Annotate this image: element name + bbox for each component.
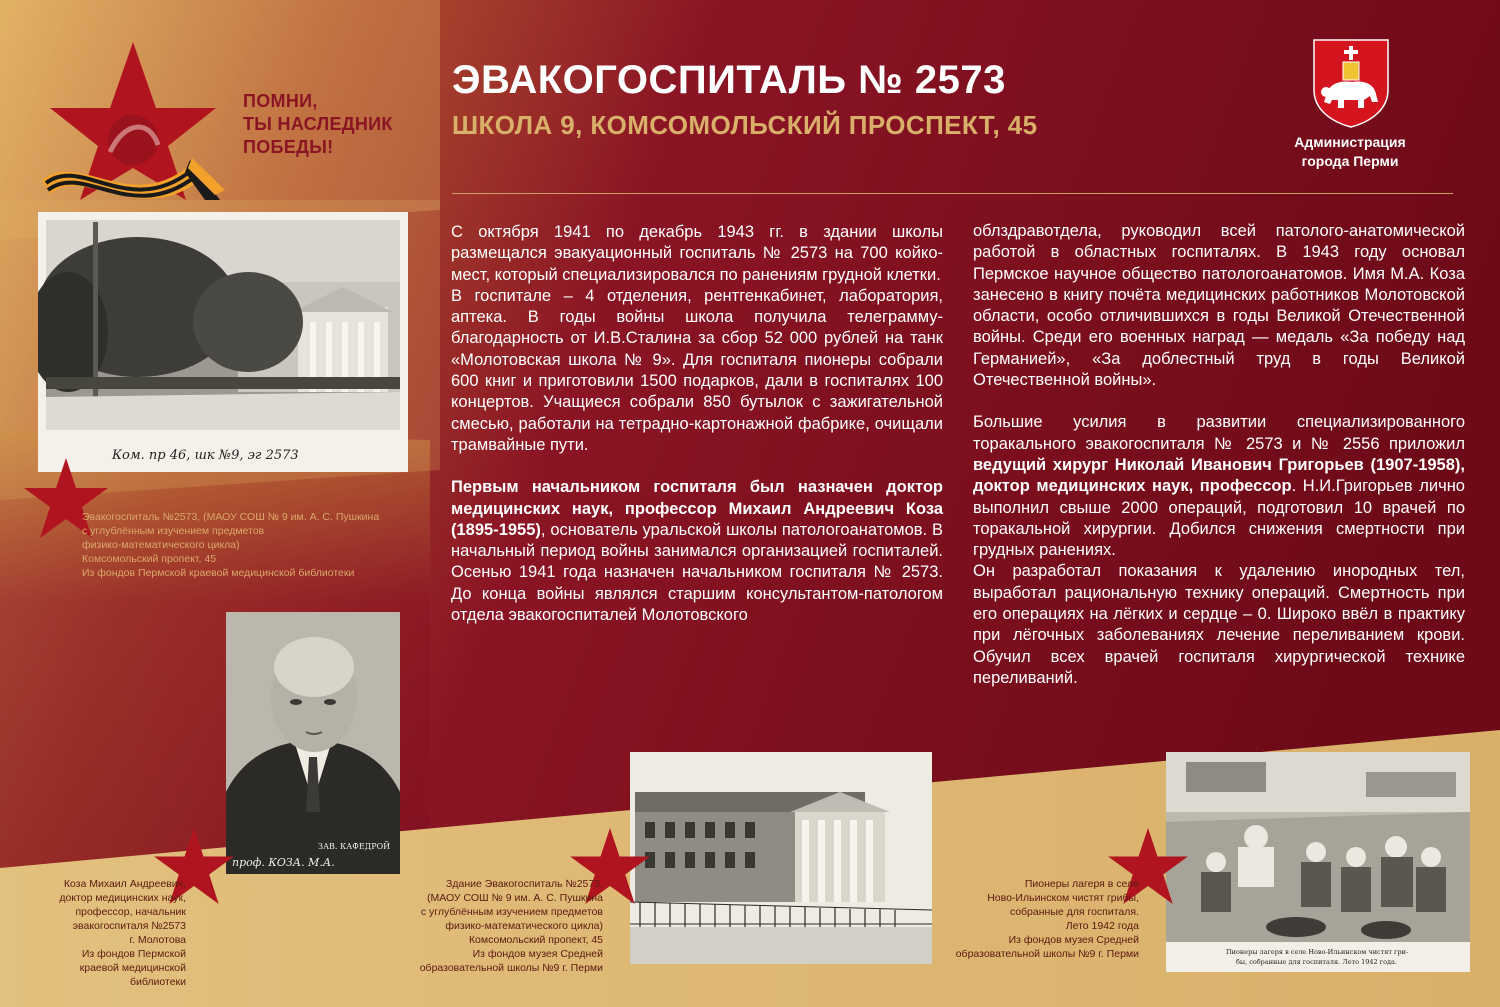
caption-line: Комсомольский пропект, 45 (82, 553, 217, 565)
caption-line: физико-математического цикла) (82, 539, 240, 551)
caption-line: с углублённым изучением предметов (420, 906, 603, 918)
photo-inscription: Пионеры лагеря в селе Ново-Ильинском чистят гри- (1226, 948, 1409, 956)
caption-line: библиотеки (129, 976, 186, 988)
photo-inscription: бы, собранные для госпиталя. Лето 1942 года. (1236, 958, 1397, 966)
caption-photo-4 (945, 877, 1139, 961)
motto-line: ТЫ НАСЛЕДНИК (243, 114, 393, 134)
paragraph (973, 412, 1465, 561)
caption-line: Эвакогоспиталь №2573, (МАОУ СОШ № 9 им. А. С. Пушкина (82, 511, 380, 523)
caption-line: (МАОУ СОШ № 9 им. А. С. Пушкина (426, 892, 603, 904)
victory-star-emblem (40, 40, 225, 200)
admin-line: города Перми (1301, 153, 1399, 169)
paragraph-text: Большие усилия в развитии специализированного торакального эвакогоспиталя № 2573 и № 2556 приложил (973, 413, 1465, 453)
photo-portrait-koza (226, 612, 400, 874)
motto (243, 90, 443, 159)
motto-line: ПОМНИ, (243, 91, 318, 111)
paragraph: В госпитале – 4 отделения, рентгенкабинет, лаборатория, аптека. В годы войны школа получила телеграмму-благодарность от И.В.Сталина за сбор 52 000 рублей на танк «Молотовская школа № 9». Для госпиталя пионеры собрали 600 книг и приготовили 1500 подарков, дали в госпиталях 100 концертов. Учащиеся собрали 850 бутылок с зажигательной смесью, работали на тетрадно-картонажной фабрике, очищали трамвайные пути. (451, 286, 943, 454)
admin-line: Администрация (1294, 134, 1406, 150)
caption-line: Ново-Ильинском чистят грибы, (987, 892, 1139, 904)
bold-text: ведущий хирург Николай Иванович Григорьев (1907-1958), доктор медицинских наук, профессор (973, 455, 1465, 496)
caption-line: собранные для госпиталя. (1009, 906, 1139, 918)
photo-inscription: проф. КОЗА. М.А. (232, 856, 335, 869)
caption-line: Комсомольский пропект, 45 (468, 934, 603, 946)
paragraph (451, 477, 943, 626)
caption-line: физико-математического цикла) (445, 920, 603, 932)
caption-line: с углублённым изучением предметов (82, 525, 265, 537)
photo-pioneers-camp (1166, 752, 1470, 972)
paragraph: облздравотдела, руководил всей патолого-анатомической работой в областных госпиталях. В 1943 году основал Пермское научное общество патологоанатомов. Имя М.А. Коза занесено в книгу почёта медицинских работников Молотовской области, особо отличившихся в годы Великой Отечественной войны. Среди его военных наград — медаль «За победу над Германией», «За доблестный труд в годы Великой Отечественной войны». (973, 222, 1465, 390)
caption-line: г. Молотова (129, 934, 186, 946)
caption-line: Лето 1942 года (1065, 920, 1139, 932)
bold-text: Первым начальником госпиталя был назначен доктор медицинских наук, профессор Михаил Андреевич Коза (1895-1955) (451, 478, 943, 539)
caption-photo-3 (400, 877, 603, 975)
perm-coat-of-arms-icon (1312, 38, 1390, 128)
caption-line: эвакогоспиталя №2573 (72, 920, 186, 932)
text-column-right (973, 221, 1465, 689)
text-column-left (451, 222, 943, 626)
paragraph: С октября 1941 по декабрь 1943 гг. в здании школы размещался эвакуационный госпиталь № 2573 на 700 койко-мест, который специализировался по ранениям грудной клетки. (451, 223, 943, 284)
caption-line: доктор медицинских наук, (59, 892, 186, 904)
caption-line: Пионеры лагеря в селе (1024, 878, 1139, 890)
page-title: ЭВАКОГОСПИТАЛЬ № 2573 (452, 58, 1006, 102)
caption-line: образовательной школы №9 г. Перми (955, 948, 1139, 960)
caption-line: краевой медицинской (79, 962, 186, 974)
caption-line: Здание Эвакогоспиталь №2573, (446, 878, 603, 890)
motto-line: ПОБЕДЫ! (243, 137, 334, 157)
caption-line: Из фондов музея Средней (1008, 934, 1139, 946)
paragraph-text: . Н.И.Григорьев лично выполнил свыше 2000 операций, подготовил 10 врачей по торакальной хирургии. Добился снижения смертности при грудных ранениях. (973, 477, 1465, 560)
paragraph-text: , основатель уральской школы патологоанатомов. В начальный период войны занимался организацией госпиталей. Осенью 1941 года назначен начальником госпиталя № 2573. До конца войны являлся старшим консультантом-патологом отдела эвакогоспиталей Молотовского (451, 520, 943, 625)
caption-line: Из фондов Пермской краевой медицинской библиотеки (82, 567, 355, 579)
header-divider (452, 193, 1453, 194)
page-subtitle: ШКОЛА 9, КОМСОМОЛЬСКИЙ ПРОСПЕКТ, 45 (452, 110, 1038, 140)
caption-photo-2 (20, 877, 186, 989)
caption-photo-1 (82, 510, 379, 580)
caption-line: образовательной школы №9 г. Перми (419, 962, 603, 974)
caption-line: профессор, начальник (75, 906, 186, 918)
photo-school-building (38, 212, 408, 472)
caption-line: Коза Михаил Андреевич, (63, 878, 186, 890)
photo-hospital-building (630, 752, 932, 964)
caption-line: Из фондов Пермской (81, 948, 186, 960)
photo-inscription: ЗАВ. КАФЕДРОЙ (318, 842, 391, 851)
paragraph: Он разработал показания к удалению инородных тел, выработал рациональную технику операций. Смертность при его операциях на лёгких и сердце – 0. Широко ввёл в практику при лёгочных заболеваниях лечение переливанием крови. Обучил всех врачей госпиталя хирургической технике переливаний. (973, 562, 1465, 687)
administration-label (1280, 133, 1420, 171)
photo-inscription: Ком. пр 46, шк №9, эг 2573 (112, 448, 299, 463)
caption-line: Из фондов музея Средней (472, 948, 603, 960)
